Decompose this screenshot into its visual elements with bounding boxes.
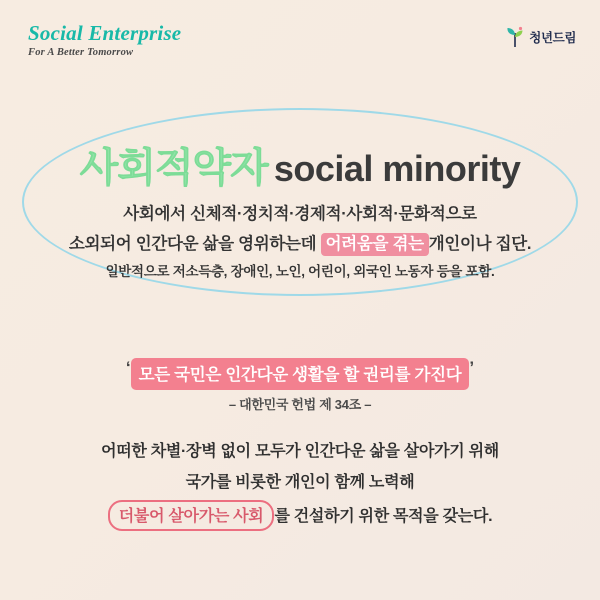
title-korean: 사회적약자 (79, 146, 268, 190)
body-line-1: 어떠한 차별·장벽 없이 모두가 인간다운 삶을 살아가기 위해 (101, 443, 499, 460)
quote-open-mark: ‘ (125, 358, 131, 377)
logo-text: 청년드림 (529, 31, 576, 45)
definition-line-2-after: 개인이나 집단. (428, 235, 532, 253)
body-line-2: 국가를 비롯한 개인이 함께 노력해 (185, 474, 415, 491)
body-line-3-after: 를 건설하기 위한 목적을 갖는다. (274, 508, 493, 525)
quote-close-mark: ’ (469, 358, 475, 377)
body-line-3 (0, 500, 600, 531)
page-title (0, 136, 600, 193)
poster-header (28, 22, 576, 66)
constitution-quote (0, 358, 600, 390)
brand-subtitle: For A Better Tomorrow (28, 47, 134, 59)
definition-line-2 (0, 230, 600, 254)
quote-text: 모든 국민은 인간다운 생활을 할 권리를 가진다 (131, 358, 470, 390)
definition-line-3: 일반적으로 저소득층, 장애인, 노인, 어린이, 외국인 노동자 등을 포함. (105, 264, 495, 279)
definition-line-1: 사회에서 신체적·정치적·경제적·사회적·문화적으로 (123, 205, 477, 223)
title-english: social minority (273, 148, 521, 189)
brand-block (28, 22, 181, 58)
quote-source: – 대한민국 헌법 제 34조 – (228, 397, 372, 412)
definition-highlight: 어려움을 겪는 (321, 233, 429, 256)
body-pill-highlight: 더불어 살아가는 사회 (108, 500, 275, 531)
organization-logo (505, 26, 576, 48)
sprout-logo-icon (505, 26, 525, 48)
brand-title: Social Enterprise (28, 21, 182, 45)
definition-line-2-before: 소외되어 인간다운 삶을 영위하는데 (68, 235, 317, 253)
